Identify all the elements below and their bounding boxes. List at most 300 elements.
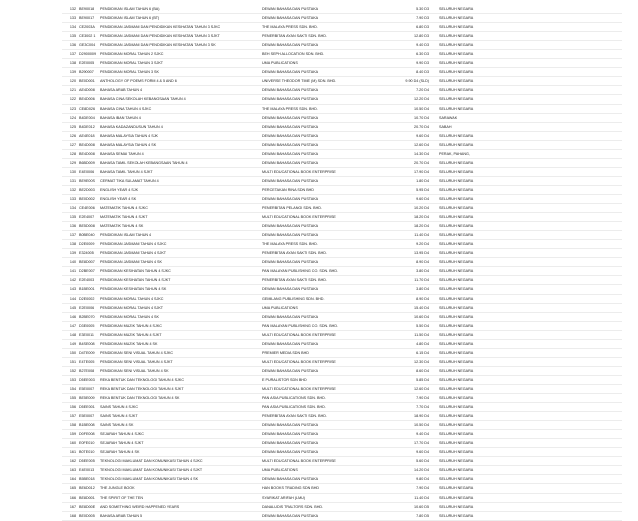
row-number-cell: 159	[69, 432, 76, 437]
book-title-cell: TEKNOLOGI MAKLUMAT DAN KOMUNIKASI TAHUN 4 SK	[100, 477, 199, 482]
row-number-cell: 141	[69, 269, 76, 274]
row-number-cell: 135	[69, 215, 76, 220]
book-title-cell: PENDIDIKAN MORAL TAHUN 4 SK	[100, 314, 159, 319]
region-cell: SELURUH NEGARA	[439, 43, 474, 48]
region-cell: SELURUH NEGARA	[439, 242, 474, 247]
region-cell: SELURUH NEGARA	[439, 142, 474, 147]
table-row	[62, 439, 622, 448]
publisher-name-cell: DEWAN BAHASA DAN PUSTAKA	[262, 287, 319, 292]
book-code-cell: BE0D001	[79, 79, 95, 84]
book-title-cell: BAHASA MALAYSIA TAHUN 4 SK	[100, 142, 157, 147]
book-code-cell: CE3002 1	[79, 34, 96, 39]
row-number-cell: 143	[69, 287, 76, 292]
book-title-cell: MATEMATIK TAHUN 4 SK	[100, 224, 144, 229]
region-cell: SELURUH NEGARA	[439, 323, 474, 328]
book-title-cell: ENGLISH YEAR 4 SK	[100, 196, 137, 201]
book-title-cell: MATEMATIK TAHUN 4 SJKT	[100, 215, 148, 220]
book-title-cell: PENDIDIKAN MUZIK TAHUN 4 SJKT	[100, 332, 162, 337]
row-number-cell: 142	[69, 278, 76, 283]
region-cell: SARAWAK	[439, 115, 458, 120]
publisher-name-cell: UMA PUBLICATIONS	[262, 61, 298, 66]
row-number-cell: 124	[69, 115, 76, 120]
region-cell: SELURUH NEGARA	[439, 52, 474, 57]
publisher-name-cell: UMA PUBLICATIONS	[262, 305, 298, 310]
publisher-name-cell: DEWAN BAHASA DAN PUSTAKA	[262, 124, 319, 129]
table-row	[62, 132, 622, 141]
book-code-cell: CE8D026	[79, 106, 95, 111]
book-title-cell: SAINS TAHUN 4 SJKC	[100, 405, 138, 410]
table-row	[62, 159, 622, 168]
table-row	[62, 86, 622, 95]
book-title-cell: REKA BENTUK DAN TEKNOLOGI TAHUN 4 SJKT	[100, 386, 184, 391]
publisher-name-cell: BEH SEPH ALLOCATION SDN. BHD.	[262, 52, 325, 57]
region-cell: SELURUH NEGARA	[439, 477, 474, 482]
region-cell: SELURUH NEGARA	[439, 178, 474, 183]
region-cell: SELURUH NEGARA	[439, 305, 474, 310]
book-code-cell: B2BE070	[79, 314, 95, 319]
table-row	[62, 448, 622, 457]
row-number-cell: 150	[69, 350, 76, 355]
price-code-cell: 11.40 D4	[414, 233, 429, 238]
table-row	[62, 340, 622, 349]
region-cell: SELURUH NEGARA	[439, 206, 474, 211]
table-row	[62, 285, 622, 294]
book-code-cell: D2900009	[79, 52, 97, 57]
table-row	[62, 358, 622, 367]
book-code-cell: B0BE040	[79, 233, 95, 238]
price-code-cell: 11.40 D4	[414, 495, 429, 500]
book-code-cell: CE2003A	[79, 25, 95, 30]
price-code-cell: 10.50 D4	[414, 106, 429, 111]
book-code-cell: BE4D008	[79, 151, 95, 156]
price-code-cell: 10.20 D4	[414, 206, 429, 211]
table-row	[62, 267, 622, 276]
book-title-cell: PENDIDIKAN KESIHATAN TAHUN 4 SK	[100, 287, 167, 292]
price-code-cell: 7.90 D4	[416, 486, 429, 491]
row-number-cell: 137	[69, 52, 76, 57]
price-code-cell: 7.90 D4	[416, 396, 429, 401]
publisher-name-cell: GEMILANG PUBLISHING SDN. BHD.	[262, 296, 325, 301]
table-row	[62, 421, 622, 430]
price-code-cell: 17.70 D4	[414, 441, 429, 446]
table-row	[62, 150, 622, 159]
region-cell: SELURUH NEGARA	[439, 341, 474, 346]
table-row	[62, 32, 622, 41]
region-cell: SELURUH NEGARA	[439, 278, 474, 283]
table-row	[62, 114, 622, 123]
book-title-cell: BAHASA ARAB TAHUN 4	[100, 88, 143, 93]
book-code-cell: B6BD009	[79, 160, 95, 165]
price-code-cell: 8.60 D4	[416, 368, 429, 373]
book-code-cell: BE8D001	[79, 495, 95, 500]
price-code-cell: 18.20 D4	[414, 215, 429, 220]
publisher-name-cell: DEWAN BAHASA DAN PUSTAKA	[262, 441, 319, 446]
publisher-name-cell: DEWAN BAHASA DAN PUSTAKA	[262, 314, 319, 319]
row-number-cell: 138	[69, 61, 76, 66]
region-cell: SELURUH NEGARA	[439, 386, 474, 391]
region-cell: SELURUH NEGARA	[439, 25, 474, 30]
region-cell: SELURUH NEGARA	[439, 61, 474, 66]
region-cell: SELURUH NEGARA	[439, 196, 474, 201]
publisher-name-cell: PAN ASIA PUBLICATIONS SDN. BHD.	[262, 405, 326, 410]
table-row	[62, 168, 622, 177]
book-code-cell: D3E0005	[79, 323, 95, 328]
book-code-cell: E5E0007	[79, 414, 95, 419]
price-code-cell: 17.90 D4	[414, 169, 429, 174]
row-number-cell: 134	[69, 25, 76, 30]
price-code-cell: 5.50 D4	[416, 323, 429, 328]
publisher-name-cell: DEWAN BAHASA DAN PUSTAKA	[262, 196, 319, 201]
region-cell: SELURUH NEGARA	[439, 396, 474, 401]
book-code-cell: D2E0002	[79, 296, 95, 301]
book-code-cell: E2E4007	[79, 215, 95, 220]
book-title-cell: BAHASA KADAZANDUSUN TAHUN 4	[100, 124, 163, 129]
region-cell: SELURUH NEGARA	[439, 450, 474, 455]
row-number-cell: 136	[69, 224, 76, 229]
region-cell: SELURUH NEGARA	[439, 215, 474, 220]
book-code-cell: E2E0006	[79, 305, 95, 310]
publisher-name-cell: MULTI EDUCATIONAL BOOK ENTERPRISE	[262, 332, 336, 337]
region-cell: SABAH	[439, 124, 452, 129]
row-number-cell: 152	[69, 368, 76, 373]
region-cell: SELURUH NEGARA	[439, 486, 474, 491]
region-cell: PERAK, PAHANG,	[439, 151, 470, 156]
row-number-cell: 149	[69, 341, 76, 346]
price-code-cell: 15.40 D4	[414, 305, 429, 310]
publisher-name-cell: PAN MALAYAN PUBLISHING CO. SDN. BHD.	[262, 269, 339, 274]
book-title-cell: PENDIDIKAN MORAL TAHUN 3 SK	[100, 70, 159, 75]
book-code-cell: AE4E018	[79, 133, 95, 138]
price-code-cell: 10.60 D5	[414, 504, 429, 509]
price-code-cell: 7.80 D5	[416, 513, 429, 518]
table-row	[62, 105, 622, 114]
table-row	[62, 23, 622, 32]
price-code-cell: 3.80 D4	[416, 287, 429, 292]
book-title-cell: REKA BENTUK DAN TEKNOLOGI TAHUN 4 SK	[100, 396, 180, 401]
book-title-cell: THE JUNGLE BOOK	[100, 486, 135, 491]
book-title-cell: PENDIDIKAN JASMANI DAN PENDIDIKAN KESIHATAN TAHUN 3 SJKC	[100, 25, 221, 30]
publisher-name-cell: DEWAN BAHASA DAN PUSTAKA	[262, 142, 319, 147]
table-row	[62, 95, 622, 104]
row-number-cell: 154	[69, 386, 76, 391]
table-row	[62, 240, 622, 249]
table-row	[62, 412, 622, 421]
region-cell: SELURUH NEGARA	[439, 16, 474, 21]
book-code-cell: D5EE005	[79, 459, 95, 464]
table-row	[62, 394, 622, 403]
publisher-name-cell: DEWAN BAHASA DAN PUSTAKA	[262, 450, 319, 455]
price-code-cell: 11.70 D4	[414, 278, 429, 283]
table-row	[62, 466, 622, 475]
publisher-name-cell: SYARIKAT ARIFAH (LMU)	[262, 495, 306, 500]
book-title-cell: BAHASA CINA TAHUN 4 SJKC	[100, 106, 152, 111]
table-row	[62, 50, 622, 59]
publisher-name-cell: DEWAN BAHASA DAN PUSTAKA	[262, 432, 319, 437]
row-number-cell: 138	[69, 242, 76, 247]
table-row	[62, 313, 622, 322]
row-number-cell: 144	[69, 296, 76, 301]
region-cell: SELURUH NEGARA	[439, 377, 474, 382]
book-title-cell: BAHASA TAMIL SEKOLAH KEBANGSAAN TAHUN 4	[100, 160, 188, 165]
book-code-cell: BE90018	[79, 7, 95, 11]
publisher-name-cell: DEWAN BAHASA DAN PUSTAKA	[262, 133, 319, 138]
publisher-name-cell: DEWAN BAHASA DAN PUSTAKA	[262, 97, 319, 102]
price-code-cell: 6.15 D4	[416, 350, 429, 355]
publisher-name-cell: PENERBITAN AYAN SAKTI SDN. BHD.	[262, 414, 327, 419]
row-number-cell: 157	[69, 414, 76, 419]
book-title-cell: PENDIDIKAN KESIHATAN TAHUN 4 SJKC	[100, 269, 171, 274]
row-number-cell: 163	[69, 468, 76, 473]
price-code-cell: 9.80 D4	[416, 477, 429, 482]
book-title-cell: PENDIDIKAN KESIHATAN TAHUN 4 SJKT	[100, 278, 171, 283]
publisher-name-cell: DEWAN BAHASA DAN PUSTAKA	[262, 341, 319, 346]
row-number-cell: 136	[69, 43, 76, 48]
book-code-cell: E324005	[79, 251, 94, 256]
book-code-cell: BE8D00E	[79, 504, 96, 509]
publisher-name-cell: MULTI EDUCATIONAL BOOK ENTERPRISE	[262, 386, 336, 391]
price-code-cell: 11.50 D4	[414, 332, 429, 337]
book-title-cell: THE SPIRIT OF THE TEN	[100, 495, 144, 500]
price-code-cell: 5.95 D4	[416, 187, 429, 192]
publisher-name-cell: DEWAN BAHASA DAN PUSTAKA	[262, 160, 319, 165]
price-code-cell: 9.90 D4 (SLD)	[405, 79, 429, 84]
publisher-name-cell: DANALUDIS TRALTORS SDN. BHD.	[262, 504, 324, 509]
row-number-cell: 153	[69, 377, 76, 382]
region-cell: SELURUH NEGARA	[439, 260, 474, 265]
book-code-cell: D4TE009	[79, 350, 95, 355]
publisher-name-cell: DEWAN BAHASA DAN PUSTAKA	[262, 233, 319, 238]
row-number-cell: 135	[69, 34, 76, 39]
book-code-cell: E4E0006	[79, 169, 95, 174]
book-title-cell: SEJARAH TAHUN 4 SJKT	[100, 441, 144, 446]
region-cell: SELURUH NEGARA	[439, 368, 474, 373]
book-code-cell: B4SE008	[79, 341, 95, 346]
publisher-name-cell: DEWAN BAHASA DAN PUSTAKA	[262, 16, 319, 21]
price-code-cell: 9.90 D3	[416, 61, 429, 66]
book-title-cell: PENDIDIKAN MUZIK TAHUN 4 SK	[100, 341, 158, 346]
table-row	[62, 77, 622, 86]
book-title-cell: BAHASA TAMIL TAHUN 4 SJKT	[100, 169, 153, 174]
row-number-cell: 156	[69, 405, 76, 410]
publisher-name-cell: PREMIER MEDIA SDN BHD	[262, 350, 309, 355]
publisher-name-cell: DEWAN BAHASA DAN PUSTAKA	[262, 368, 319, 373]
region-cell: SELURUH NEGARA	[439, 224, 474, 229]
book-code-cell: D0FE008	[79, 432, 95, 437]
region-cell: SELURUH NEGARA	[439, 350, 474, 355]
book-code-cell: E4E0013	[79, 468, 95, 473]
book-title-cell: TEKNOLOGI MAKLUMAT DAN KOMUNIKASI TAHUN 4 SJKC	[100, 459, 203, 464]
table-row	[62, 430, 622, 439]
row-number-cell: 129	[69, 160, 76, 165]
book-title-cell: PENDIDIKAN JASMANI TAHUN 4 SJKC	[100, 242, 167, 247]
book-code-cell: BE4D008	[79, 142, 95, 147]
row-number-cell: 139	[69, 70, 76, 75]
table-row	[62, 457, 622, 466]
book-title-cell: PENDIDIKAN JASMANI DAN PENDIDIKAN KESIHATAN TAHUN 3 SK	[100, 43, 216, 48]
publisher-name-cell: THE MALAYA PRESS SDN. BHD.	[262, 25, 318, 30]
publisher-name-cell: DEWAN BAHASA DAN PUSTAKA	[262, 70, 319, 75]
book-code-cell: D2BE007	[79, 269, 95, 274]
price-code-cell: 5.30 D3	[416, 7, 429, 11]
book-code-cell: BE5E009	[79, 396, 95, 401]
region-cell: SELURUH NEGARA	[439, 160, 474, 165]
book-title-cell: BAHASA IBAN TAHUN 4	[100, 115, 141, 120]
book-title-cell: REKA BENTUK DAN TEKNOLOGI TAHUN 4 SJKC	[100, 377, 185, 382]
book-code-cell: E2E0005	[79, 61, 95, 66]
row-number-cell: 132	[69, 7, 76, 11]
publisher-name-cell: UNIVERSE THEODOR TIME (M) SDN. BHD.	[262, 79, 337, 84]
price-code-cell: 12.20 D4	[414, 97, 429, 102]
table-row	[62, 475, 622, 484]
table-row	[62, 195, 622, 204]
book-title-cell: PENDIDIKAN JASMANI DAN PENDIDIKAN KESIHATAN TAHUN 3 SJKT	[100, 34, 220, 39]
book-title-cell: SEJARAH TAHUN 4 SJKC	[100, 432, 144, 437]
price-code-cell: 7.70 D4	[416, 405, 429, 410]
row-number-cell: 133	[69, 16, 76, 21]
price-code-cell: 5.85 D4	[416, 377, 429, 382]
publisher-name-cell: MULTI EDUCATIONAL BOOK ENTERPRISE	[262, 459, 336, 464]
publisher-name-cell: DEWAN BAHASA DAN PUSTAKA	[262, 7, 319, 11]
region-cell: SELURUH NEGARA	[439, 314, 474, 319]
table-row	[62, 14, 622, 23]
region-cell: SELURUH NEGARA	[439, 269, 474, 274]
table-row	[62, 222, 622, 231]
region-cell: SELURUH NEGARA	[439, 133, 474, 138]
publisher-name-cell: PERCETAKAN RINA SDN BHD	[262, 187, 314, 192]
row-number-cell: 162	[69, 459, 76, 464]
publisher-name-cell: THE MALAYA PRESS SDN. BHD.	[262, 106, 318, 111]
table-row	[62, 503, 622, 512]
table-row	[62, 258, 622, 267]
price-code-cell: 10.50 D4	[414, 423, 429, 428]
price-code-cell: 6.30 D3	[416, 52, 429, 57]
table-row	[62, 276, 622, 285]
table-row	[62, 403, 622, 412]
row-number-cell: 167	[69, 504, 76, 509]
book-code-cell: B1BE008	[79, 423, 95, 428]
row-number-cell: 121	[69, 88, 76, 93]
price-code-cell: 12.30 D4	[414, 359, 429, 364]
book-code-cell: B5BE018	[79, 477, 95, 482]
price-code-cell: 10.60 D4	[414, 314, 429, 319]
publisher-name-cell: DEWAN BAHASA DAN PUSTAKA	[262, 151, 319, 156]
book-code-cell: B1BE001	[79, 287, 95, 292]
row-number-cell: 127	[69, 142, 76, 147]
publisher-name-cell: E PURALISTOR SDN BHD	[262, 377, 307, 382]
book-code-cell: BE9E00S	[79, 178, 95, 183]
book-code-cell: D2E0009	[79, 242, 95, 247]
publisher-name-cell: DEWAN BAHASA DAN PUSTAKA	[262, 423, 319, 428]
row-number-cell: 134	[69, 206, 76, 211]
book-title-cell: PENDIDIKAN ISLAM TAHUN 4	[100, 233, 152, 238]
row-number-cell: 125	[69, 124, 76, 129]
price-code-cell: 9.60 D4	[416, 196, 429, 201]
region-cell: SELURUH NEGARA	[439, 34, 474, 39]
table-row	[62, 322, 622, 331]
region-cell: SELURUH NEGARA	[439, 405, 474, 410]
book-title-cell: PENDIDIKAN MORAL TAHUN 4 SJKC	[100, 296, 164, 301]
row-number-cell: 165	[69, 486, 76, 491]
book-title-cell: PENDIDIKAN SENI VISUAL TAHUN 4 SK	[100, 368, 169, 373]
book-title-cell: PENDIDIKAN MORAL TAHUN 3 SJKT	[100, 61, 164, 66]
region-cell: SELURUH NEGARA	[439, 169, 474, 174]
row-number-cell: 139	[69, 251, 76, 256]
publisher-name-cell: DEWAN BAHASA DAN PUSTAKA	[262, 260, 319, 265]
table-row	[62, 123, 622, 132]
book-code-cell: BE6D012	[79, 486, 95, 491]
book-title-cell: SAINS TAHUN 4 SJKT	[100, 414, 138, 419]
table-row	[62, 41, 622, 50]
price-code-cell: 8.90 D4	[416, 296, 429, 301]
region-cell: SELURUH NEGARA	[439, 79, 474, 84]
book-code-cell: B27E008	[79, 368, 95, 373]
table-row	[62, 512, 622, 521]
book-title-cell: BAHASA CINA SEKOLAH KEBANGSAAN TAHUN 4	[100, 97, 186, 102]
row-number-cell: 158	[69, 423, 76, 428]
row-number-cell: 120	[69, 79, 76, 84]
row-number-cell: 161	[69, 450, 76, 455]
region-cell: SELURUH NEGARA	[439, 432, 474, 437]
table-row	[62, 5, 622, 14]
book-title-cell: ANTHOLOGY OF POEMS FORM 4 & 5 AND 6	[100, 79, 177, 84]
book-code-cell: E4TE005	[79, 359, 95, 364]
publisher-name-cell: DEWAN BAHASA DAN PUSTAKA	[262, 43, 319, 48]
book-code-cell: B4DE012	[79, 124, 95, 129]
region-cell: SELURUH NEGARA	[439, 296, 474, 301]
row-number-cell: 126	[69, 133, 76, 138]
book-title-cell: PENDIDIKAN ISLAM TAHUN 6 (BA)	[100, 7, 160, 11]
region-cell: SELURUH NEGARA	[439, 468, 474, 473]
book-title-cell: PENDIDIKAN JASMANI TAHUN 4 SK	[100, 260, 162, 265]
table-row	[62, 249, 622, 258]
region-cell: SELURUH NEGARA	[439, 88, 474, 93]
price-code-cell: 9.20 D4	[416, 242, 429, 247]
publisher-name-cell: PAN MALAYAN PUBLISHING CO. SDN. BHD.	[262, 323, 339, 328]
table-row	[62, 186, 622, 195]
book-title-cell: MATEMATIK TAHUN 4 SJKC	[100, 206, 148, 211]
price-code-cell: 18.90 D4	[414, 414, 429, 419]
book-code-cell: BE0D002	[79, 196, 95, 201]
region-cell: SELURUH NEGARA	[439, 97, 474, 102]
book-code-cell: CE4E006	[79, 206, 95, 211]
book-title-cell: PENDIDIKAN MORAL TAHUN 2 SJKC	[100, 52, 164, 57]
price-code-cell: 20.70 D4	[414, 124, 429, 129]
price-code-cell: 9.40 D3	[416, 43, 429, 48]
table-row	[62, 385, 622, 394]
book-title-cell: PENDIDIKAN ISLAM TAHUN 6 (BT)	[100, 16, 160, 21]
book-code-cell: BE4D006	[79, 97, 95, 102]
region-cell: SELURUH NEGARA	[439, 187, 474, 192]
book-code-cell: BE5D008	[79, 224, 95, 229]
price-code-cell: 13.95 D4	[414, 251, 429, 256]
table-row	[62, 141, 622, 150]
publisher-name-cell: PAN ASIA PUBLICATIONS SDN. BHD.	[262, 396, 326, 401]
book-code-cell: B4DE004	[79, 115, 95, 120]
row-number-cell: 140	[69, 260, 76, 265]
book-code-cell: B290007	[79, 70, 94, 75]
book-code-cell: BE8D007	[79, 260, 95, 265]
table-row	[62, 331, 622, 340]
book-code-cell: GE3C004	[79, 43, 96, 48]
region-cell: SELURUH NEGARA	[439, 441, 474, 446]
row-number-cell: 151	[69, 359, 76, 364]
book-code-cell: E2E4003	[79, 278, 95, 283]
table-row	[62, 204, 622, 213]
publisher-name-cell: UMA PUBLICATIONS	[262, 468, 298, 473]
publisher-name-cell: PENERBITAN PELANGI SDN. BHD.	[262, 206, 322, 211]
book-title-cell: CERMAT TIKA SULAMAT TAHUN 4	[100, 178, 159, 183]
region-cell: SELURUH NEGARA	[439, 70, 474, 75]
